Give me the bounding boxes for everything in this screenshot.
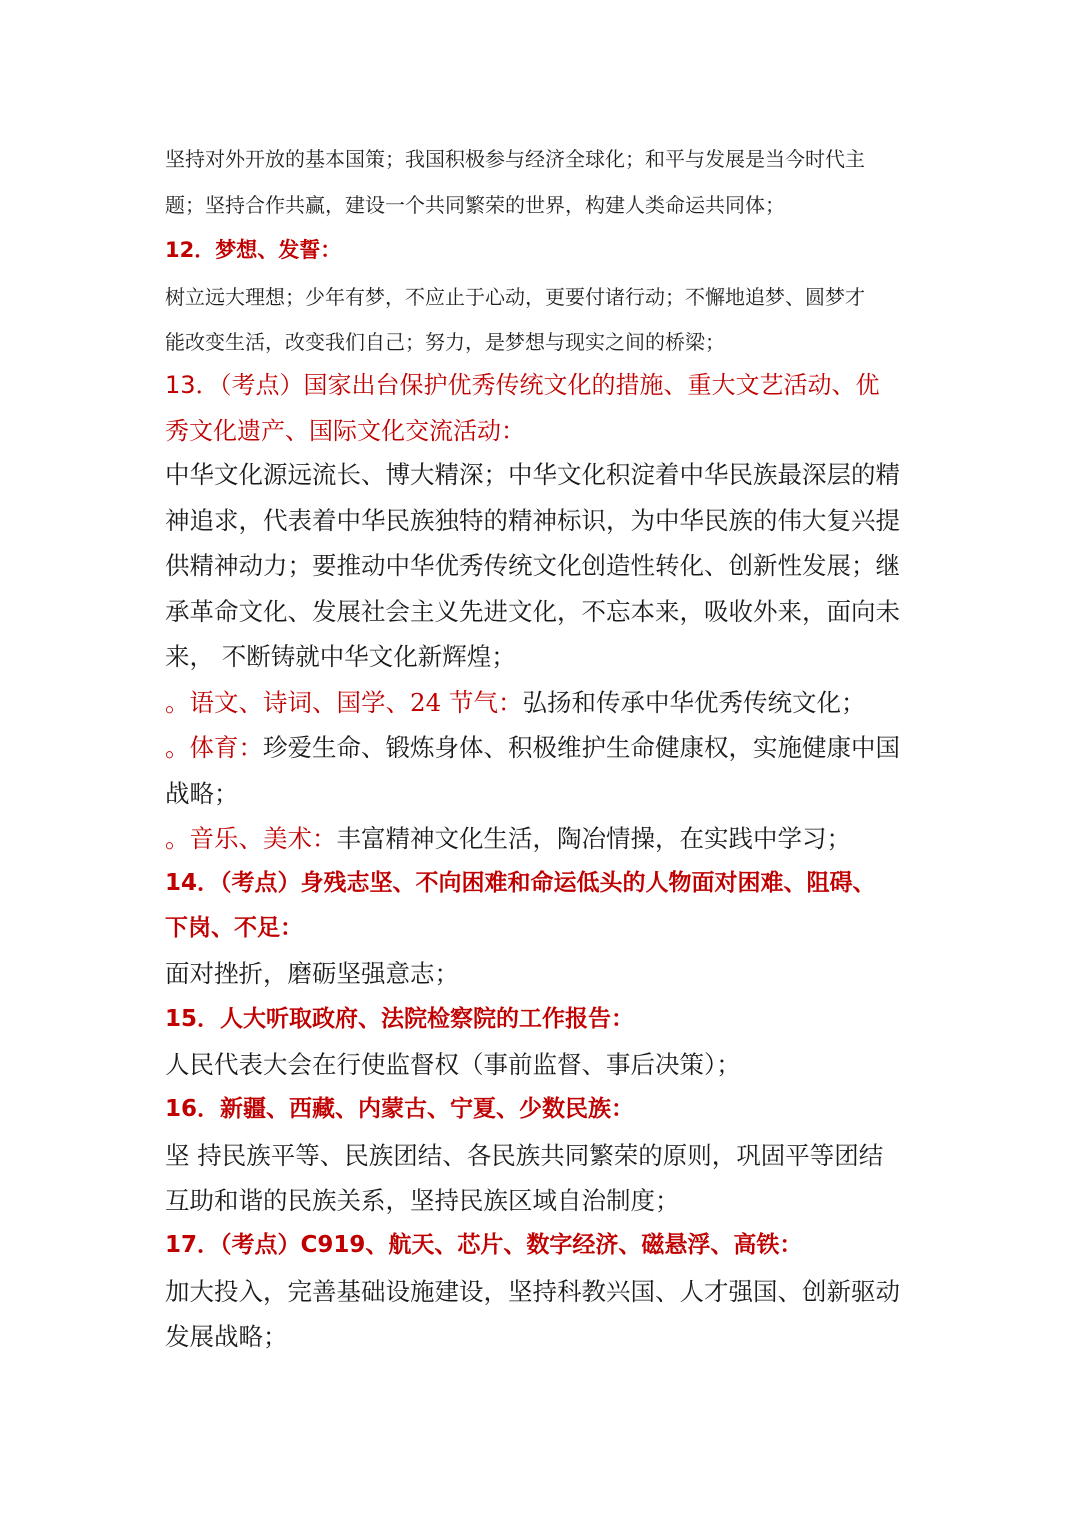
section-17-heading: 17．（考点）C919、航天、芯片、数字经济、磁悬浮、高铁： <box>165 1232 803 1258</box>
section-15-heading: 15．人大听取政府、法院检察院的工作报告： <box>165 1006 635 1032</box>
intro-line-2: 题；坚持合作共赢，建设一个共同繁荣的世界，构建人类命运共同体； <box>165 193 785 217</box>
section-12-body-1: 树立远大理想；少年有梦，不应止于心动，更要付诸行动；不懈地追梦、圆梦才 <box>165 285 865 309</box>
section-16-body-2: 互助和谐的民族关系，坚持民族区域自治制度； <box>165 1186 680 1215</box>
section-17-body-1: 加大投入，完善基础设施建设，坚持科教兴国、人才强国、创新驱动 <box>165 1277 900 1306</box>
section-13-item-sports <box>165 733 900 762</box>
section-13-heading-1: 13．（考点）国家出台保护优秀传统文化的措施、重大文艺活动、优 <box>165 371 880 399</box>
item-arts-label: 。音乐、美术： <box>165 824 337 853</box>
section-14-body: 面对挫折，磨砺坚强意志； <box>165 959 459 988</box>
item-sports-label: 。体育： <box>165 733 263 762</box>
section-17-body-2: 发展战略； <box>165 1322 288 1351</box>
section-13-item-sports-cont: 战略； <box>165 779 239 808</box>
intro-line-1: 坚持对外开放的基本国策；我国积极参与经济全球化；和平与发展是当今时代主 <box>165 147 865 171</box>
section-14-heading-2: 下岗、不足： <box>165 915 303 941</box>
section-12-body-2: 能改变生活，改变我们自己；努力，是梦想与现实之间的桥梁； <box>165 330 725 354</box>
section-13-item-arts <box>165 824 851 853</box>
section-16-heading: 16．新疆、西藏、内蒙古、宁夏、少数民族： <box>165 1096 635 1122</box>
section-13-heading-2: 秀文化遗产、国际文化交流活动： <box>165 417 525 445</box>
section-13-body-4: 承革命文化、发展社会主义先进文化，不忘本来，吸收外来，面向未 <box>165 597 900 626</box>
section-13-body-3: 供精神动力；要推动中华优秀传统文化创造性转化、创新性发展；继 <box>165 551 900 580</box>
item-chinese-label: 。语文、诗词、国学、24 节气： <box>165 688 523 717</box>
section-13-item-chinese <box>165 688 866 717</box>
section-14-heading-1: 14．（考点）身残志坚、不向困难和命运低头的人物面对困难、阻碍、 <box>165 870 876 896</box>
item-chinese-text: 弘扬和传承中华优秀传统文化； <box>522 688 866 717</box>
section-16-body-1: 坚 持民族平等、民族团结、各民族共同繁荣的原则，巩固平等团结 <box>165 1141 884 1170</box>
item-sports-text: 珍爱生命、锻炼身体、积极维护生命健康权，实施健康中国 <box>263 733 900 762</box>
section-15-body: 人民代表大会在行使监督权（事前监督、事后决策）； <box>165 1050 741 1079</box>
section-12-heading: 12．梦想、发誓： <box>165 238 342 262</box>
section-13-body-2: 神追求，代表着中华民族独特的精神标识，为中华民族的伟大复兴提 <box>165 506 900 535</box>
section-13-body-5: 来， 不断铸就中华文化新辉煌； <box>165 642 516 671</box>
section-13-body-1: 中华文化源远流长、博大精深；中华文化积淀着中华民族最深层的精 <box>165 460 900 489</box>
item-arts-text: 丰富精神文化生活，陶冶情操，在实践中学习； <box>336 824 851 853</box>
